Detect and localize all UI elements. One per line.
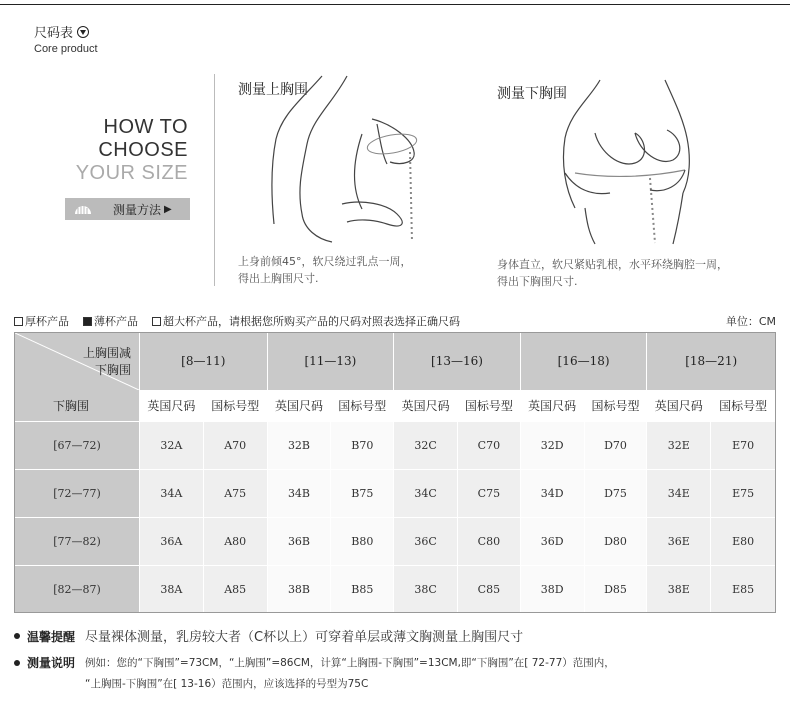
table-row bbox=[15, 422, 776, 470]
table-corner bbox=[15, 333, 140, 422]
uk-size-header: 英国尺码 bbox=[140, 390, 204, 421]
underbust-range: [77—82) bbox=[15, 518, 140, 566]
bullet-icon bbox=[14, 660, 20, 666]
corner-top-line2: 下胸围 bbox=[94, 363, 131, 377]
upper-bust-title: 测量上胸围 bbox=[238, 82, 308, 98]
size-table-body bbox=[15, 422, 776, 614]
empty-square-icon bbox=[14, 317, 23, 326]
intl-size-cell: C70 bbox=[457, 422, 520, 470]
legend-thick-cup bbox=[14, 313, 69, 329]
lower-bust-desc-line1: 身体直立，软尺紧贴乳根，水平环绕胸腔一周， bbox=[497, 258, 728, 271]
intl-size-header: 国标号型 bbox=[203, 390, 267, 421]
upper-bust-desc-line1: 上身前倾45°，软尺绕过乳点一周， bbox=[238, 255, 412, 268]
corner-bottom-label: 下胸围 bbox=[53, 399, 90, 413]
how-to-choose-heading bbox=[76, 116, 188, 185]
chevron-down-icon[interactable] bbox=[77, 26, 89, 38]
intl-size-cell: C75 bbox=[457, 470, 520, 518]
section-title[interactable] bbox=[34, 22, 89, 41]
intl-size-header: 国标号型 bbox=[584, 390, 647, 421]
uk-size-header: 英国尺码 bbox=[394, 390, 458, 421]
bullet-icon bbox=[14, 633, 20, 639]
lower-bust-title: 测量下胸围 bbox=[497, 86, 567, 102]
unit-label: 单位：CM bbox=[725, 315, 776, 328]
warm-reminder-text: 尽量裸体测量，乳房较大者（C杯以上）可穿着单层或薄文胸测量上胸围尺寸 bbox=[85, 630, 524, 645]
product-legend bbox=[14, 313, 776, 329]
uk-size-cell: 38D bbox=[520, 566, 584, 614]
warm-reminder-label: 温馨提醒 bbox=[27, 630, 76, 644]
measure-explanation-line2: “上胸围-下胸围”在[ 13-16）范围内，应该选择的号型为75C bbox=[85, 678, 369, 690]
table-row bbox=[15, 518, 776, 566]
uk-size-cell: 34B bbox=[267, 470, 331, 518]
intl-size-cell: D80 bbox=[584, 518, 647, 566]
legend-thin-cup bbox=[83, 313, 138, 329]
upper-bust-figure bbox=[262, 74, 432, 244]
upper-bust-desc bbox=[238, 253, 412, 287]
uk-size-cell: 34C bbox=[394, 470, 458, 518]
intl-size-header: 国标号型 bbox=[331, 390, 394, 421]
range-header: [18—21) bbox=[647, 333, 776, 391]
lower-bust-desc-line2: 得出下胸围尺寸. bbox=[497, 275, 578, 288]
measure-explanation-line1: 例如：您的“下胸围”=73CM，“上胸围”=86CM，计算“上胸围-下胸围”=13CM,即“下胸围”在[ 72-77）范围内， bbox=[85, 657, 615, 669]
legend-thin-label: 薄杯产品 bbox=[94, 315, 138, 328]
range-header: [11—13) bbox=[267, 333, 394, 391]
uk-size-cell: 38E bbox=[647, 566, 711, 614]
uk-size-cell: 36D bbox=[520, 518, 584, 566]
intl-size-cell: A85 bbox=[203, 566, 267, 614]
intl-size-cell: B80 bbox=[331, 518, 394, 566]
range-header: [13—16) bbox=[394, 333, 521, 391]
lower-bust-desc bbox=[497, 256, 728, 290]
uk-size-cell: 36C bbox=[394, 518, 458, 566]
uk-size-cell: 38B bbox=[267, 566, 331, 614]
range-header: [8—11) bbox=[140, 333, 268, 391]
intl-size-cell: E80 bbox=[711, 518, 776, 566]
uk-size-cell: 36A bbox=[140, 518, 204, 566]
howto-line3: YOUR SIZE bbox=[75, 162, 188, 184]
uk-size-cell: 34D bbox=[520, 470, 584, 518]
empty-square-icon bbox=[152, 317, 161, 326]
intl-size-cell: E75 bbox=[711, 470, 776, 518]
legend-large-cup bbox=[152, 313, 460, 329]
top-rule bbox=[0, 4, 790, 5]
uk-size-cell: 32E bbox=[647, 422, 711, 470]
intl-size-cell: B85 bbox=[331, 566, 394, 614]
measure-method-label: 测量方法 bbox=[113, 202, 162, 217]
intl-size-cell: A75 bbox=[203, 470, 267, 518]
intl-size-header: 国标号型 bbox=[711, 390, 776, 421]
section-title-text: 尺码表 bbox=[34, 26, 74, 41]
corner-top-label bbox=[83, 345, 131, 379]
warm-reminder bbox=[14, 626, 615, 645]
uk-size-cell: 34E bbox=[647, 470, 711, 518]
uk-size-header: 英国尺码 bbox=[267, 390, 331, 421]
legend-large-label: 超大杯产品，请根据您所购买产品的尺码对照表选择正确尺码 bbox=[163, 315, 460, 328]
underbust-range: [72—77) bbox=[15, 470, 140, 518]
uk-size-cell: 32C bbox=[394, 422, 458, 470]
size-chart-table bbox=[14, 332, 776, 614]
intl-size-cell: C80 bbox=[457, 518, 520, 566]
measure-explanation bbox=[14, 653, 615, 695]
play-arrow-icon: ▶ bbox=[164, 203, 172, 215]
section-subtitle: Core product bbox=[34, 43, 98, 55]
corner-top-line1: 上胸围减 bbox=[82, 346, 131, 360]
measure-method-button[interactable] bbox=[65, 198, 190, 220]
intl-size-cell: C85 bbox=[457, 566, 520, 614]
intl-size-cell: E70 bbox=[711, 422, 776, 470]
intl-size-cell: D85 bbox=[584, 566, 647, 614]
uk-size-cell: 32A bbox=[140, 422, 204, 470]
intl-size-cell: A70 bbox=[203, 422, 267, 470]
underbust-range: [67—72) bbox=[15, 422, 140, 470]
tips-section bbox=[14, 626, 615, 703]
intl-size-cell: B70 bbox=[331, 422, 394, 470]
uk-size-cell: 34A bbox=[140, 470, 204, 518]
legend-thick-label: 厚杯产品 bbox=[25, 315, 69, 328]
range-header: [16—18) bbox=[520, 333, 647, 391]
upper-bust-desc-line2: 得出上胸围尺寸. bbox=[238, 272, 319, 285]
intl-size-cell: A80 bbox=[203, 518, 267, 566]
uk-size-header: 英国尺码 bbox=[520, 390, 584, 421]
filled-square-icon bbox=[83, 317, 92, 326]
howto-line1: HOW TO bbox=[103, 116, 188, 138]
uk-size-cell: 38C bbox=[394, 566, 458, 614]
underbust-range: [82—87) bbox=[15, 566, 140, 614]
measure-explanation-text bbox=[85, 653, 615, 695]
intl-size-cell: D75 bbox=[584, 470, 647, 518]
divider bbox=[214, 74, 215, 286]
intl-size-cell: D70 bbox=[584, 422, 647, 470]
uk-size-cell: 32B bbox=[267, 422, 331, 470]
lower-bust-figure bbox=[555, 78, 715, 246]
howto-line2: CHOOSE bbox=[98, 139, 188, 161]
uk-size-header: 英国尺码 bbox=[647, 390, 711, 421]
intl-size-cell: B75 bbox=[331, 470, 394, 518]
uk-size-cell: 36E bbox=[647, 518, 711, 566]
bra-cup-icon bbox=[73, 202, 93, 216]
uk-size-cell: 38A bbox=[140, 566, 204, 614]
measure-explanation-label: 测量说明 bbox=[27, 656, 76, 670]
intl-size-cell: E85 bbox=[711, 566, 776, 614]
table-row bbox=[15, 566, 776, 614]
intl-size-header: 国标号型 bbox=[457, 390, 520, 421]
table-row bbox=[15, 470, 776, 518]
uk-size-cell: 32D bbox=[520, 422, 584, 470]
uk-size-cell: 36B bbox=[267, 518, 331, 566]
